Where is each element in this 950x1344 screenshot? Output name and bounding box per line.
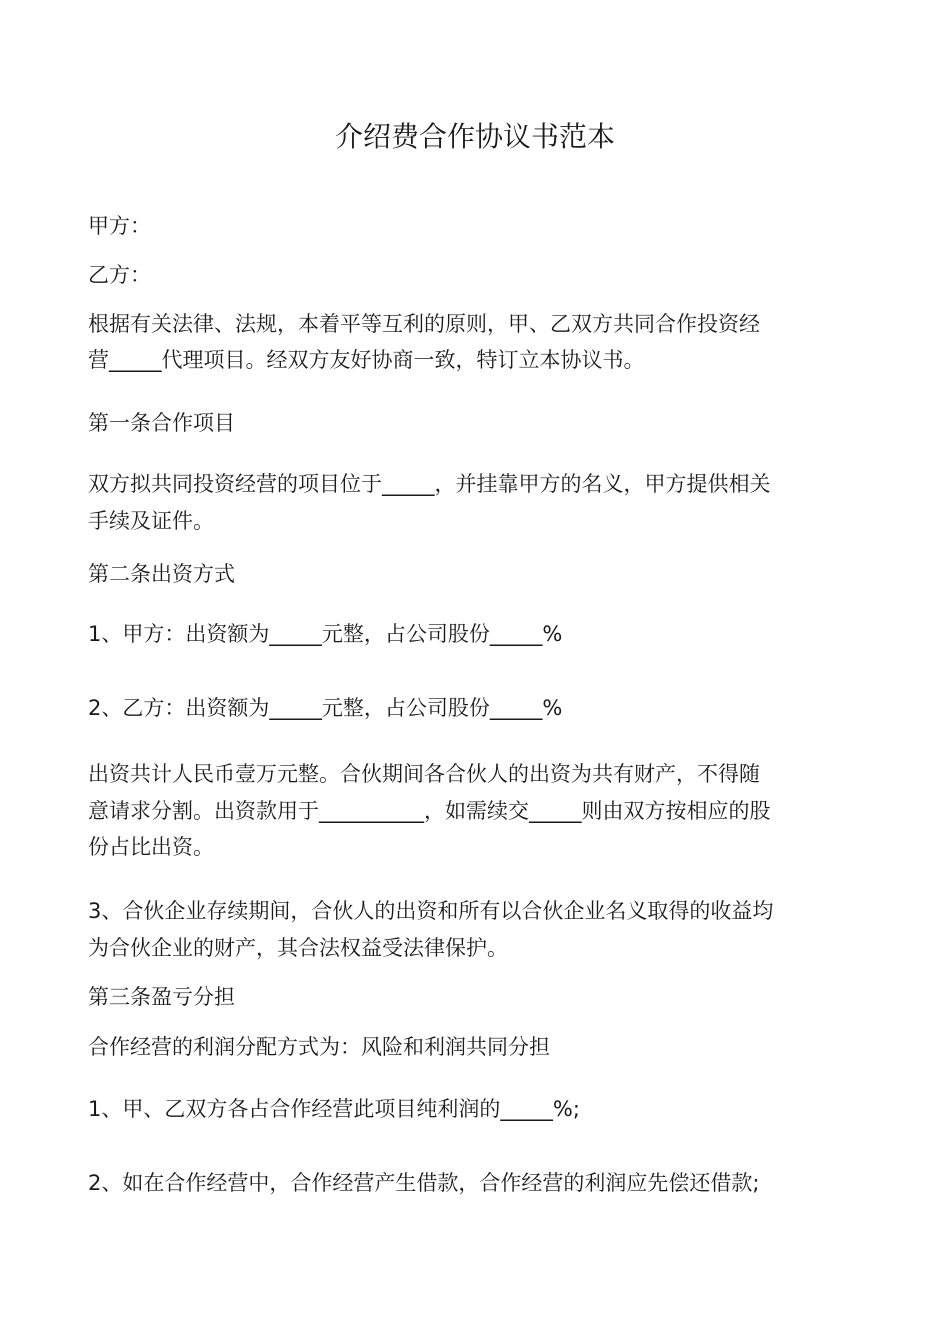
article-1-text-line-1: 双方拟共同投资经营的项目位于_____，并挂靠甲方的名义，甲方提供相关 [88, 472, 771, 496]
article-3-item-1: 1、甲、乙双方各占合作经营此项目纯利润的_____%; [88, 1097, 580, 1121]
article-2-item-3-line-2: 为合伙企业的财产，其合法权益受法律保护。 [88, 936, 508, 960]
capital-paragraph-line-2: 意请求分割。出资款用于__________，如需续交_____则由双方按相应的股 [88, 799, 771, 823]
article-2-item-2: 2、乙方：出资额为_____元整，占公司股份_____% [88, 696, 563, 720]
article-2-item-1: 1、甲方：出资额为_____元整，占公司股份_____% [88, 622, 563, 646]
preamble-line-2: 营_____代理项目。经双方友好协商一致，特订立本协议书。 [88, 348, 645, 372]
article-2-heading: 第二条出资方式 [88, 562, 235, 586]
party-a-line: 甲方： [88, 214, 151, 238]
document-title: 介绍费合作协议书范本 [334, 120, 615, 153]
profit-distribution-line: 合作经营的利润分配方式为：风险和利润共同分担 [88, 1035, 550, 1059]
article-1-text-line-2: 手续及证件。 [88, 509, 214, 533]
article-3-item-2: 2、如在合作经营中，合作经营产生借款，合作经营的利润应先偿还借款; [88, 1171, 760, 1195]
article-1-heading: 第一条合作项目 [88, 411, 235, 435]
preamble-line-1: 根据有关法律、法规，本着平等互利的原则，甲、乙双方共同合作投资经 [88, 312, 760, 336]
party-b-line: 乙方： [88, 263, 151, 287]
article-2-item-3-line-1: 3、合伙企业存续期间，合伙人的出资和所有以合伙企业名义取得的收益均 [88, 899, 774, 923]
capital-paragraph-line-3: 份占比出资。 [88, 835, 214, 859]
article-3-heading: 第三条盈亏分担 [88, 985, 235, 1009]
capital-paragraph-line-1: 出资共计人民币壹万元整。合伙期间各合伙人的出资为共有财产，不得随 [88, 762, 760, 786]
